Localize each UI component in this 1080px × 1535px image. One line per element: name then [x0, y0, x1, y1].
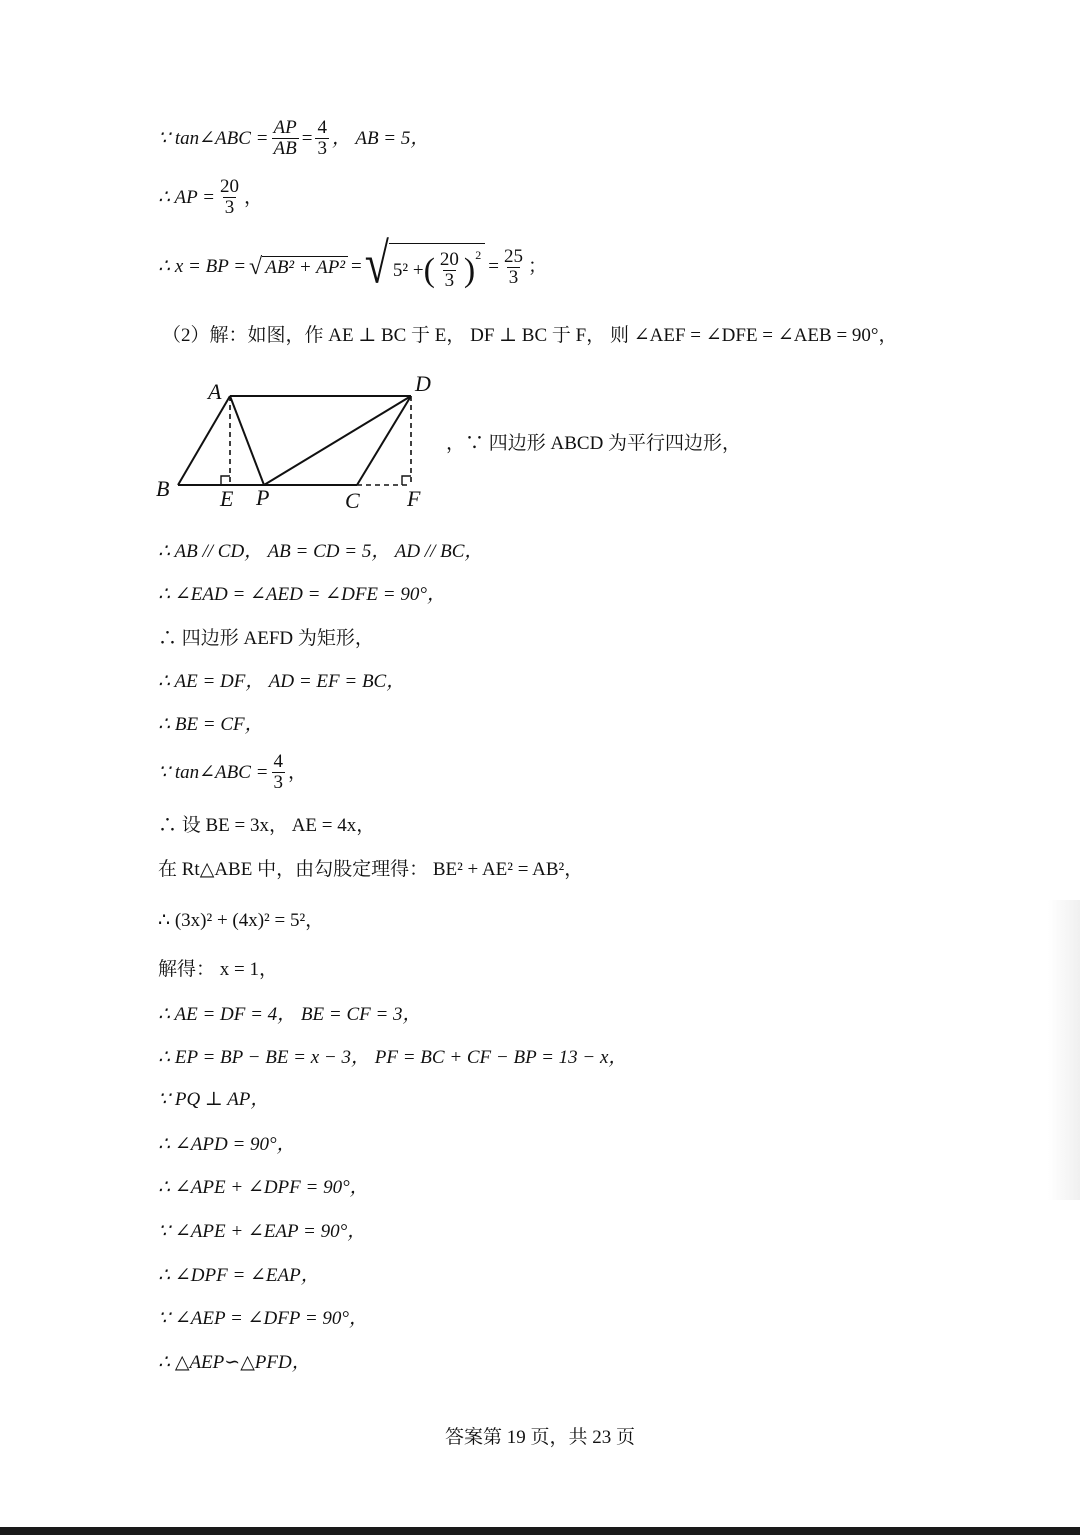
- text: ，: [243, 186, 263, 208]
- fraction-4-3: [272, 752, 286, 793]
- numerator: 25: [503, 245, 523, 267]
- line-solve: 解得： x = 1，: [158, 959, 278, 980]
- sqrt-ab2-ap2: [249, 255, 348, 279]
- line-tan-4-3: [158, 752, 307, 793]
- line-ap-value: [158, 177, 263, 218]
- line-dpf-eap: ∴ ∠DPF = ∠EAP，: [158, 1265, 320, 1286]
- numerator: 20: [439, 249, 459, 270]
- text: =: [488, 256, 499, 277]
- line-parallel: ∴ AB // CD， AB = CD = 5， AD // BC，: [158, 541, 484, 562]
- text: ， AB = 5，: [331, 127, 430, 149]
- page-footer: 答案第 19 页，共 23 页: [444, 1427, 635, 1448]
- line-pq-perp: ∵ PQ ⊥ AP，: [158, 1089, 270, 1110]
- text: =: [301, 127, 313, 149]
- fraction-ap-ab: [272, 118, 299, 159]
- figure-side-text: ，∵ 四边形 ABCD 为平行四边形，: [446, 433, 742, 454]
- right-angle-e: [221, 476, 230, 485]
- text: ∴ x = BP =: [158, 256, 247, 277]
- label-a: A: [208, 379, 222, 404]
- line-rectangle: ∴ 四边形 AEFD 为矩形，: [158, 628, 374, 649]
- label-p: P: [256, 485, 270, 510]
- radicand: AB² + AP²: [262, 256, 348, 279]
- segment-ap: [230, 396, 264, 485]
- right-angle-f: [402, 476, 411, 485]
- label-c: C: [345, 488, 360, 513]
- label-d: D: [415, 371, 431, 396]
- paren: ): [463, 251, 476, 289]
- edge-shadow: [1048, 900, 1080, 1200]
- paren: (: [423, 251, 435, 289]
- radicand: 5² + ( $\frac{20}{3}$ ) $^2$: [389, 243, 485, 291]
- denominator: AB: [273, 138, 297, 159]
- line-similar: ∴ △AEP∽△PFD，: [158, 1352, 311, 1373]
- line-pythagoras: 在 Rt△ABE 中，由勾股定理得： BE² + AE² = AB²，: [158, 859, 584, 880]
- parallelogram-figure: [150, 370, 450, 520]
- line-part2-intro: （2）解：如图，作 AE ⊥ BC 于 E， DF ⊥ BC 于 F， 则 ∠AEF = ∠DFE = ∠AEB = 90°，: [162, 325, 898, 346]
- line-values: ∴ AE = DF = 4， BE = CF = 3，: [158, 1004, 422, 1025]
- radical-sign: √: [364, 231, 389, 296]
- numerator: AP: [273, 117, 297, 138]
- text: ∴ AP =: [158, 186, 215, 208]
- line-angles-90: ∴ ∠EAD = ∠AED = ∠DFE = 90°，: [158, 584, 446, 605]
- sqrt-numeric: [364, 231, 485, 296]
- label-b: B: [156, 476, 170, 501]
- line-bp-value: [158, 231, 547, 296]
- denominator: 3: [444, 270, 455, 291]
- line-equation: ∴ (3x)² + (4x)² = 5²，: [158, 910, 325, 931]
- line-aep-dfp: ∵ ∠AEP = ∠DFP = 90°，: [158, 1308, 368, 1329]
- line-ep-pf: ∴ EP = BP − BE = x − 3， PF = BC + CF − BP = 13 − x，: [158, 1047, 628, 1068]
- fraction-20-3: [218, 177, 241, 218]
- line-tan-abc: [158, 118, 429, 159]
- fraction-4-3: [315, 118, 329, 159]
- line-apd: ∴ ∠APD = 90°，: [158, 1134, 296, 1155]
- segment-pd: [264, 396, 411, 485]
- fraction-20-3: [438, 250, 461, 291]
- denominator: 3: [317, 138, 327, 159]
- line-ape-dpf: ∴ ∠APE + ∠DPF = 90°，: [158, 1177, 369, 1198]
- denominator: 3: [224, 197, 235, 218]
- text: ，: [288, 761, 308, 783]
- line-ae-df: ∴ AE = DF， AD = EF = BC，: [158, 671, 406, 692]
- denominator: 3: [508, 266, 519, 288]
- text: ∵ tan∠ABC =: [158, 761, 269, 783]
- numerator: 20: [219, 176, 239, 197]
- bottom-edge-bar: [0, 1527, 1080, 1535]
- text: ；: [527, 256, 547, 277]
- numerator: 4: [273, 751, 283, 772]
- denominator: 3: [273, 772, 283, 793]
- label-e: E: [220, 486, 234, 511]
- line-set-x: ∴ 设 BE = 3x， AE = 4x，: [158, 815, 376, 836]
- segment-ab: [178, 396, 230, 485]
- numerator: 4: [317, 117, 327, 138]
- label-f: F: [407, 486, 421, 511]
- segment-dc: [357, 396, 411, 485]
- line-ape-eap: ∵ ∠APE + ∠EAP = 90°，: [158, 1221, 367, 1242]
- text: =: [351, 256, 362, 277]
- line-be-cf: ∴ BE = CF，: [158, 714, 264, 735]
- radical-sign: √: [249, 254, 263, 280]
- text: 5² +: [392, 259, 424, 281]
- fraction-25-3: [502, 247, 525, 288]
- text: ∵ tan∠ABC =: [158, 127, 269, 149]
